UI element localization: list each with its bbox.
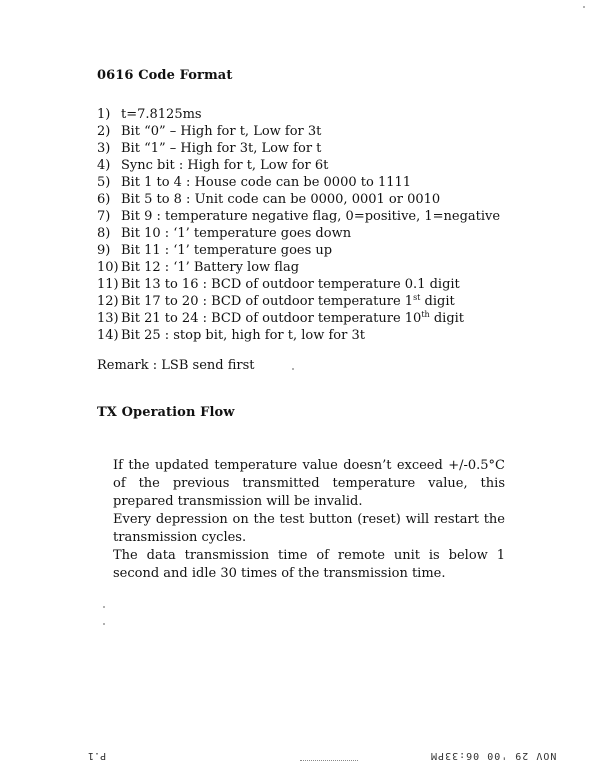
list-item bbox=[97, 225, 517, 242]
item-number: 3) bbox=[97, 141, 111, 156]
section-title-code-format: 0616 Code Format bbox=[97, 68, 233, 83]
item-text-main: Bit 21 to 24 : BCD of outdoor temperature 10 bbox=[121, 311, 422, 326]
list-item bbox=[97, 174, 517, 191]
list-item bbox=[97, 123, 517, 140]
list-item bbox=[97, 293, 517, 310]
item-number: 2) bbox=[97, 124, 111, 139]
section-title-tx-operation-flow: TX Operation Flow bbox=[97, 405, 235, 420]
item-number: 13) bbox=[97, 311, 119, 326]
item-number: 6) bbox=[97, 192, 111, 207]
list-item bbox=[97, 327, 517, 344]
item-number: 8) bbox=[97, 226, 111, 241]
code-format-list bbox=[97, 106, 517, 344]
list-item bbox=[97, 208, 517, 225]
scan-speck bbox=[583, 6, 585, 8]
list-item bbox=[97, 106, 517, 123]
page-number: P.1 bbox=[88, 750, 107, 761]
list-item bbox=[97, 242, 517, 259]
scan-speck bbox=[103, 623, 105, 625]
item-number: 7) bbox=[97, 209, 111, 224]
scan-speck bbox=[103, 606, 105, 608]
list-item bbox=[97, 310, 517, 327]
list-item bbox=[97, 276, 517, 293]
item-text bbox=[121, 310, 464, 327]
remark-text: Remark : LSB send first bbox=[97, 358, 255, 373]
scan-dotted-line bbox=[300, 760, 358, 761]
scan-speck bbox=[292, 368, 294, 370]
item-number: 12) bbox=[97, 294, 119, 309]
paragraph: If the updated temperature value doesn’t exceed +/-0.5°C of the previous transmitted temperature value, this prepared transmission will be invalid. bbox=[113, 458, 505, 509]
item-number: 14) bbox=[97, 328, 119, 343]
list-item bbox=[97, 157, 517, 174]
paragraph: Every depression on the test button (reset) will restart the transmission cycles. bbox=[113, 512, 505, 545]
item-text: Bit 12 : ‘1’ Battery low flag bbox=[121, 260, 300, 275]
item-text: Bit “0” – High for t, Low for 3t bbox=[121, 124, 322, 139]
list-item bbox=[97, 140, 517, 157]
item-text: Bit 5 to 8 : Unit code can be 0000, 0001 or 0010 bbox=[121, 192, 441, 207]
item-text: Bit 9 : temperature negative flag, 0=positive, 1=negative bbox=[121, 209, 501, 224]
paragraph: The data transmission time of remote unit is below 1 second and idle 30 times of the transmission time. bbox=[113, 548, 505, 581]
item-text: Bit 13 to 16 : BCD of outdoor temperature 0.1 digit bbox=[121, 277, 460, 292]
item-number: 4) bbox=[97, 158, 111, 173]
item-text: Sync bit : High for t, Low for 6t bbox=[121, 158, 329, 173]
item-text-tail: digit bbox=[429, 311, 465, 326]
item-number: 5) bbox=[97, 175, 111, 190]
item-text: Bit 10 : ‘1’ temperature goes down bbox=[121, 226, 352, 241]
item-text: Bit 11 : ‘1’ temperature goes up bbox=[121, 243, 333, 258]
tx-operation-body bbox=[113, 457, 505, 583]
ordinal-superscript: th bbox=[421, 310, 430, 319]
item-text-main: Bit 17 to 20 : BCD of outdoor temperature 1 bbox=[121, 294, 414, 309]
item-number: 9) bbox=[97, 243, 111, 258]
fax-timestamp: NOV 29 '00 06:33PM bbox=[430, 750, 557, 761]
item-text: t=7.8125ms bbox=[121, 107, 202, 122]
item-number: 10) bbox=[97, 260, 119, 275]
list-item bbox=[97, 259, 517, 276]
item-text-tail: digit bbox=[420, 294, 455, 309]
item-number: 1) bbox=[97, 107, 111, 122]
item-text: Bit 25 : stop bit, high for t, low for 3t bbox=[121, 328, 365, 343]
item-text: Bit 1 to 4 : House code can be 0000 to 1111 bbox=[121, 175, 412, 190]
item-text: Bit “1” – High for 3t, Low for t bbox=[121, 141, 322, 156]
ordinal-superscript: st bbox=[413, 293, 421, 302]
list-item bbox=[97, 191, 517, 208]
item-number: 11) bbox=[97, 277, 119, 292]
item-text bbox=[121, 293, 455, 310]
